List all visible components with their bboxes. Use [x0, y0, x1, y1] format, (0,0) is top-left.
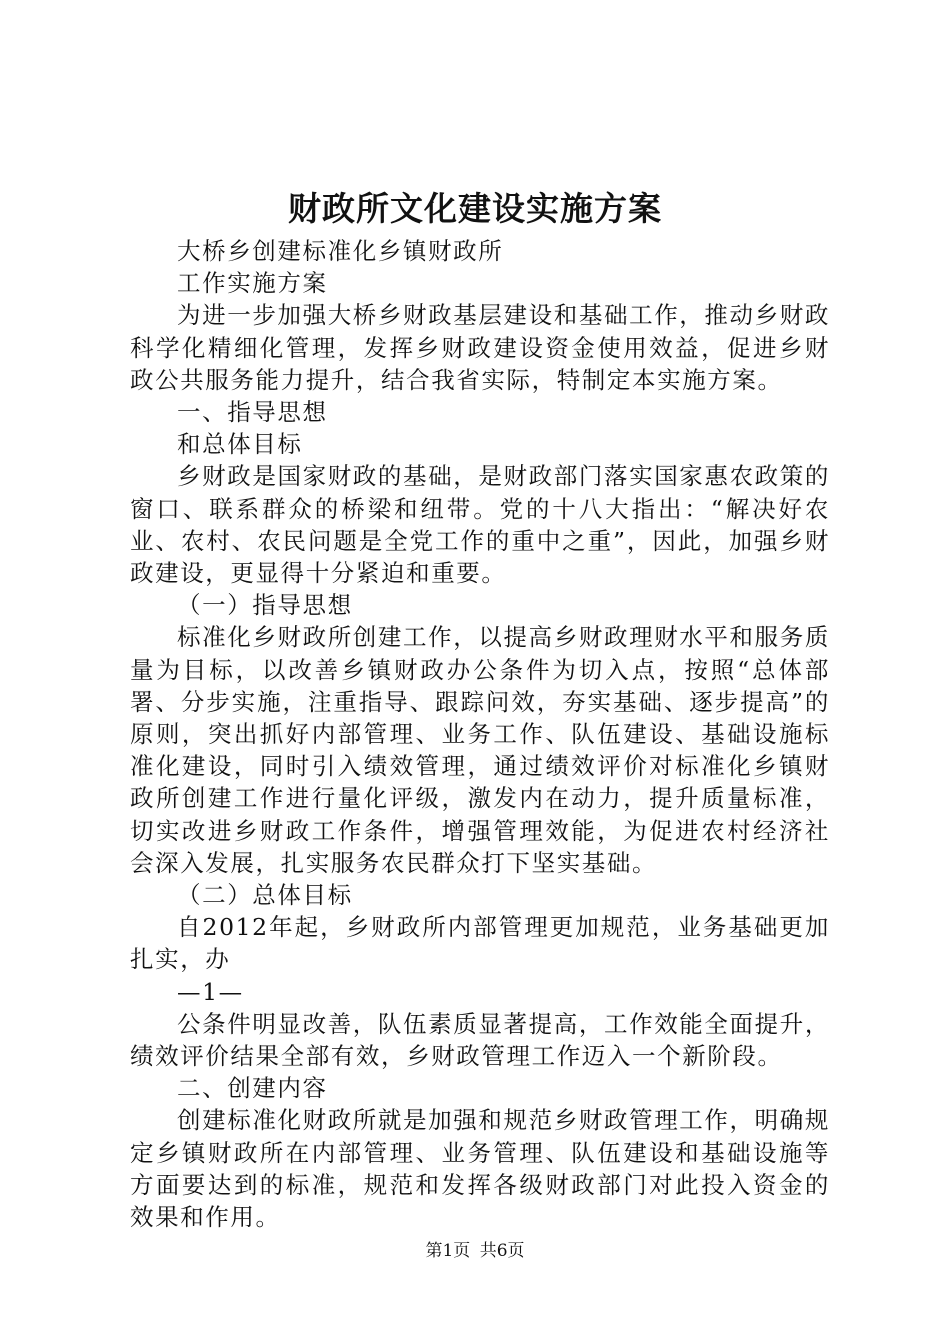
section-2-paragraph: 创建标准化财政所就是加强和规范乡财政管理工作，明确规定乡镇财政所在内部管理、业务管理、队伍建设和基础设施等方面要达到的标准，规范和发挥各级财政部门对此投入资金的效果和作用。 [130, 1106, 830, 1232]
subsection-1-paragraph: 标准化乡财政所创建工作，以提高乡财政理财水平和服务质量为目标，以改善乡镇财政办公条件为切入点，按照“总体部署、分步实施，注重指导、跟踪问效，夯实基础、逐步提高”的原则，突出抓好内部管理、业务工作、队伍建设、基础设施标准化建设，同时引入绩效管理，通过绩效评价对标准化乡镇财政所创建工作进行量化评级，激发内在动力，提升质量标准，切实改进乡财政工作条件，增强管理效能，为促进农村经济社会深入发展，扎实服务农民群众打下坚实基础。 [130, 623, 830, 877]
intro-paragraph: 为进一步加强大桥乡财政基层建设和基础工作，推动乡财政科学化精细化管理，发挥乡财政建设资金使用效益，促进乡财政公共服务能力提升，结合我省实际，特制定本实施方案。 [130, 301, 830, 394]
page-number: 第1页 [425, 1241, 471, 1261]
section-heading-2: 二、创建内容 [177, 1074, 328, 1103]
inline-page-marker: —1— [177, 977, 244, 1006]
document-title: 财政所文化建设实施方案 [288, 189, 662, 228]
subsection-2-paragraph: 自2012年起，乡财政所内部管理更加规范，业务基础更加扎实，办 [130, 913, 830, 974]
page-total: 共6页 [479, 1241, 525, 1261]
section-heading-1: 一、指导思想 [177, 398, 328, 427]
section-1-paragraph: 乡财政是国家财政的基础，是财政部门落实国家惠农政策的窗口、联系群众的桥梁和纽带。党的十八大指出：“解决好农业、农村、农民问题是全党工作的重中之重”，因此，加强乡财政建设，更显得十分紧迫和重要。 [130, 462, 830, 588]
subsection-2-paragraph-cont: 公条件明显改善，队伍素质显著提高，工作效能全面提升，绩效评价结果全部有效，乡财政管理工作迈入一个新阶段。 [130, 1009, 830, 1071]
subtitle-line-1: 大桥乡创建标准化乡镇财政所 [177, 237, 504, 265]
subsection-heading-2: （二）总体目标 [177, 881, 353, 910]
subtitle-line-2: 工作实施方案 [177, 269, 328, 298]
subsection-heading-1: （一）指导思想 [177, 591, 353, 620]
page-footer [0, 1239, 950, 1263]
section-heading-1-cont: 和总体目标 [177, 430, 303, 459]
document-body [130, 235, 830, 1233]
